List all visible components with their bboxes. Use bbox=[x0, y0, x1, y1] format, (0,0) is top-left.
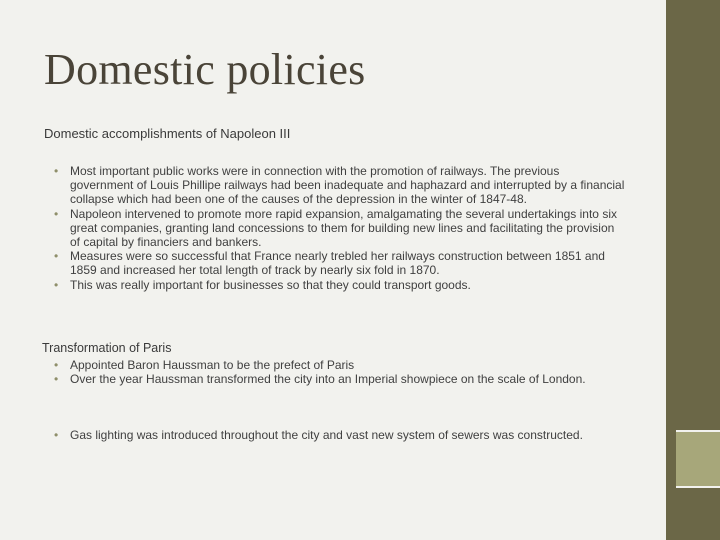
list-item: • Appointed Baron Haussman to be the prefect of Paris bbox=[54, 358, 626, 372]
sidebar-stripe bbox=[666, 0, 676, 540]
list-item: • Over the year Haussman transformed the city into an Imperial showpiece on the scale of London. bbox=[54, 372, 626, 386]
list-item: • Measures were so successful that France nearly trebled her railways construction between 1851 and 1859 and increased her total length of track by nearly six fold in 1870. bbox=[54, 249, 626, 277]
sidebar-accent-block bbox=[676, 432, 720, 486]
accomplishments-list bbox=[54, 164, 626, 292]
paris-list bbox=[54, 358, 626, 386]
slide-title: Domestic policies bbox=[44, 45, 366, 94]
section-heading-paris: Transformation of Paris bbox=[42, 341, 172, 355]
list-item: • Most important public works were in connection with the promotion of railways. The previous government of Louis Phillipe railways had been inadequate and haphazard and interrupted by a financial collapse which had been one of the causes of the depression in the winter of 1847-48. bbox=[54, 164, 626, 207]
list-item: • Gas lighting was introduced throughout the city and vast new system of sewers was constructed. bbox=[54, 428, 626, 442]
section-heading-accomplishments: Domestic accomplishments of Napoleon III bbox=[44, 126, 291, 141]
list-item: • Napoleon intervened to promote more rapid expansion, amalgamating the several undertakings into six great companies, granting land concessions to them for building new lines and facilitating the provision of capital by financiers and bankers. bbox=[54, 207, 626, 250]
gas-lighting-list bbox=[54, 428, 626, 442]
sidebar-divider-bottom bbox=[676, 486, 720, 488]
list-item: • This was really important for businesses so that they could transport goods. bbox=[54, 278, 626, 292]
